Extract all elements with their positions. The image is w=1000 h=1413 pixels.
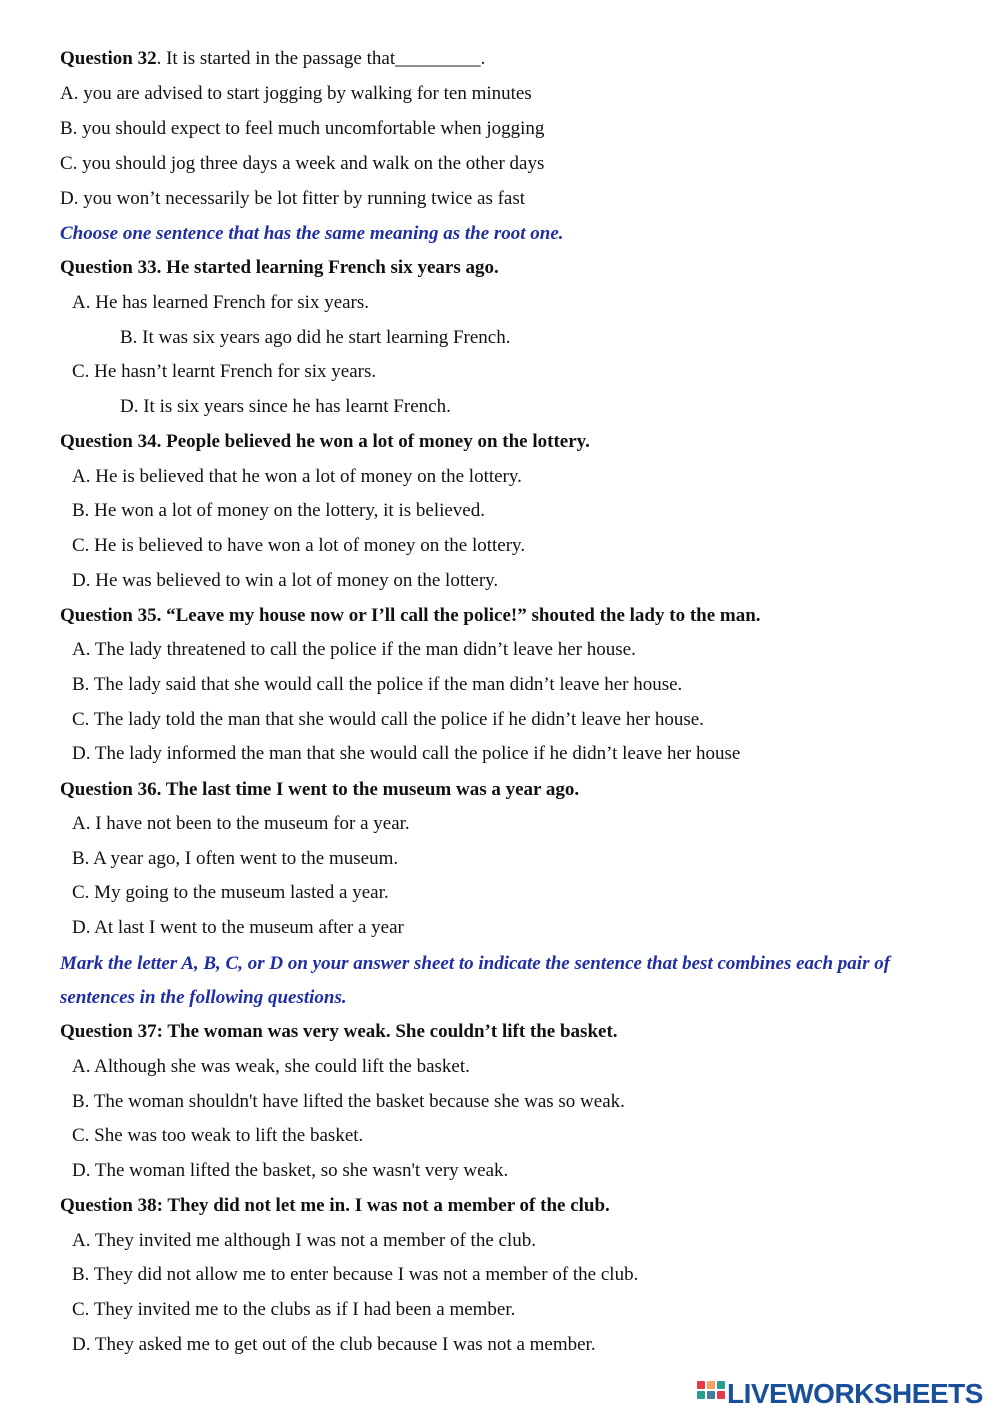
q36-option-b[interactable]: B. A year ago, I often went to the museum.: [72, 848, 399, 869]
instruction-combine-line-2: sentences in the following questions.: [60, 987, 347, 1008]
q37-option-b[interactable]: B. The woman shouldn't have lifted the basket because she was so weak.: [72, 1091, 625, 1112]
q32-option-c[interactable]: C. you should jog three days a week and walk on the other days: [60, 153, 545, 174]
q34-option-b[interactable]: B. He won a lot of money on the lottery, it is believed.: [72, 500, 485, 521]
question-37-title: Question 37: The woman was very weak. She couldn’t lift the basket.: [60, 1021, 618, 1042]
q34-option-d[interactable]: D. He was believed to win a lot of money on the lottery.: [72, 570, 499, 591]
question-36-title: Question 36. The last time I went to the museum was a year ago.: [60, 779, 580, 800]
q36-option-d[interactable]: D. At last I went to the museum after a year: [72, 917, 404, 938]
question-32: [60, 47, 485, 71]
q38-option-c[interactable]: C. They invited me to the clubs as if I had been a member.: [72, 1299, 516, 1320]
q32-option-a[interactable]: A. you are advised to start jogging by walking for ten minutes: [60, 83, 532, 104]
q33-option-d[interactable]: D. It is six years since he has learnt French.: [120, 396, 451, 417]
q35-option-c[interactable]: C. The lady told the man that she would call the police if he didn’t leave her house.: [72, 709, 704, 730]
liveworksheets-logo-text: LIVEWORKSHEETS: [727, 1378, 983, 1409]
q35-option-b[interactable]: B. The lady said that she would call the police if the man didn’t leave her house.: [72, 674, 683, 695]
q37-option-a[interactable]: A. Although she was weak, she could lift the basket.: [72, 1056, 470, 1077]
q33-option-c[interactable]: C. He hasn’t learnt French for six years.: [72, 361, 377, 382]
q36-option-c[interactable]: C. My going to the museum lasted a year.: [72, 882, 389, 903]
q34-option-a[interactable]: A. He is believed that he won a lot of money on the lottery.: [72, 466, 522, 487]
q37-option-d[interactable]: D. The woman lifted the basket, so she wasn't very weak.: [72, 1160, 509, 1181]
question-35-title: Question 35. “Leave my house now or I’ll call the police!” shouted the lady to the man.: [60, 605, 761, 626]
question-33-title: Question 33. He started learning French six years ago.: [60, 257, 499, 278]
q38-option-b[interactable]: B. They did not allow me to enter because I was not a member of the club.: [72, 1264, 639, 1285]
question-32-label: Question 32: [60, 48, 157, 69]
q33-option-a[interactable]: A. He has learned French for six years.: [72, 292, 370, 313]
q36-option-a[interactable]: A. I have not been to the museum for a year.: [72, 813, 410, 834]
instruction-combine-line-1: Mark the letter A, B, C, or D on your answer sheet to indicate the sentence that best combines each pair of: [60, 953, 891, 974]
q35-option-a[interactable]: A. The lady threatened to call the police if the man didn’t leave her house.: [72, 639, 636, 660]
question-32-stem: . It is started in the passage that_________.: [156, 48, 486, 69]
q38-option-d[interactable]: D. They asked me to get out of the club because I was not a member.: [72, 1334, 596, 1355]
q32-option-b[interactable]: B. you should expect to feel much uncomfortable when jogging: [60, 118, 545, 139]
question-34-title: Question 34. People believed he won a lot of money on the lottery.: [60, 431, 590, 452]
liveworksheets-watermark: [697, 1380, 983, 1408]
q38-option-a[interactable]: A. They invited me although I was not a member of the club.: [72, 1230, 536, 1251]
instruction-same-meaning: Choose one sentence that has the same meaning as the root one.: [60, 223, 564, 244]
q32-option-d[interactable]: D. you won’t necessarily be lot fitter by running twice as fast: [60, 188, 526, 209]
q37-option-c[interactable]: C. She was too weak to lift the basket.: [72, 1125, 364, 1146]
q33-option-b[interactable]: B. It was six years ago did he start learning French.: [120, 327, 511, 348]
question-38-title: Question 38: They did not let me in. I was not a member of the club.: [60, 1195, 610, 1216]
q34-option-c[interactable]: C. He is believed to have won a lot of money on the lottery.: [72, 535, 526, 556]
q35-option-d[interactable]: D. The lady informed the man that she would call the police if he didn’t leave her house: [72, 743, 741, 764]
liveworksheets-logo-icon: [697, 1381, 725, 1407]
